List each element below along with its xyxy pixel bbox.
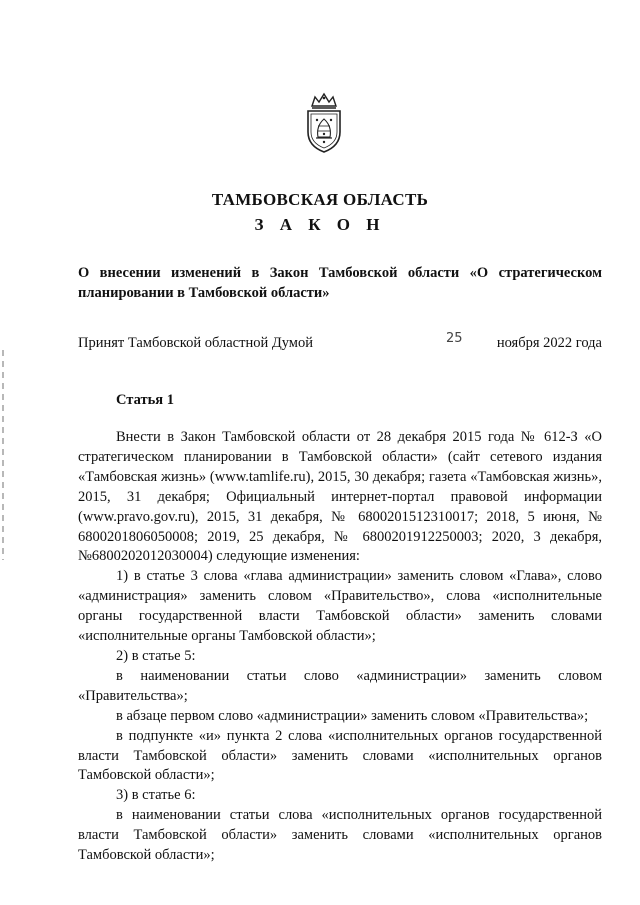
article-heading: Статья 1: [116, 392, 174, 408]
adoption-month-year: ноября 2022 года: [496, 335, 602, 351]
paragraph: Внести в Закон Тамбовской области от 28 декабря 2015 года № 612-З «О стратегическом планировании в Тамбовской области» (сайт сетевого издания «Тамбовская жизнь» (www.tamlife.ru), 2015, 30 декабря; газета «Тамбовская жизнь», 2015, 31 декабря; Официальный интернет-портал правовой информации (www.pravo.gov.ru), 2015, 31 декабря, № 6800201512310017; 2018, 5 июня, № 6800201806050008; 2019, 25 декабря, № 6800201912250003; 2020, 3 декабря, №6800202012030004) следующие изменения:: [78, 429, 602, 565]
paragraph: в наименовании статьи слово «администрации» заменить словом «Правительства»;: [78, 667, 602, 704]
paragraph: в подпункте «и» пункта 2 слова «исполнительных органов государственной власти Тамбовской области» заменить словами «исполнительных органов Тамбовской области»;: [78, 727, 602, 784]
region-heading: ТАМБОВСКАЯ ОБЛАСТЬ: [211, 190, 429, 209]
paragraph: в наименовании статьи слова «исполнительных органов государственной власти Тамбовской области» заменить словами «исполнительных органов Тамбовской области»;: [78, 807, 602, 864]
paragraph: 3) в статье 6:: [116, 787, 196, 804]
coat-of-arms-icon: [302, 92, 346, 154]
document-type-heading: З А К О Н: [254, 215, 386, 234]
law-title: О внесении изменений в Закон Тамбовской области «О стратегическом планировании в Тамбовской области»: [78, 265, 602, 301]
paragraph: 2) в статье 5:: [116, 647, 196, 664]
article-body: [78, 428, 602, 866]
paragraph: 1) в статье 3 слова «глава администрации» заменить словом «Глава», слово «администрация» заменить словом «Правительство», слова «исполнительные органы государственной власти Тамбовской области» заменить словами «исполнительные органы Тамбовской области»;: [78, 568, 602, 645]
scan-edge-mark: [2, 350, 4, 560]
adoption-day: 25: [446, 331, 463, 346]
adoption-label: Принят Тамбовской областной Думой: [78, 335, 313, 351]
paragraph: в абзаце первом слово «администрации» заменить словом «Правительства»;: [116, 707, 589, 724]
